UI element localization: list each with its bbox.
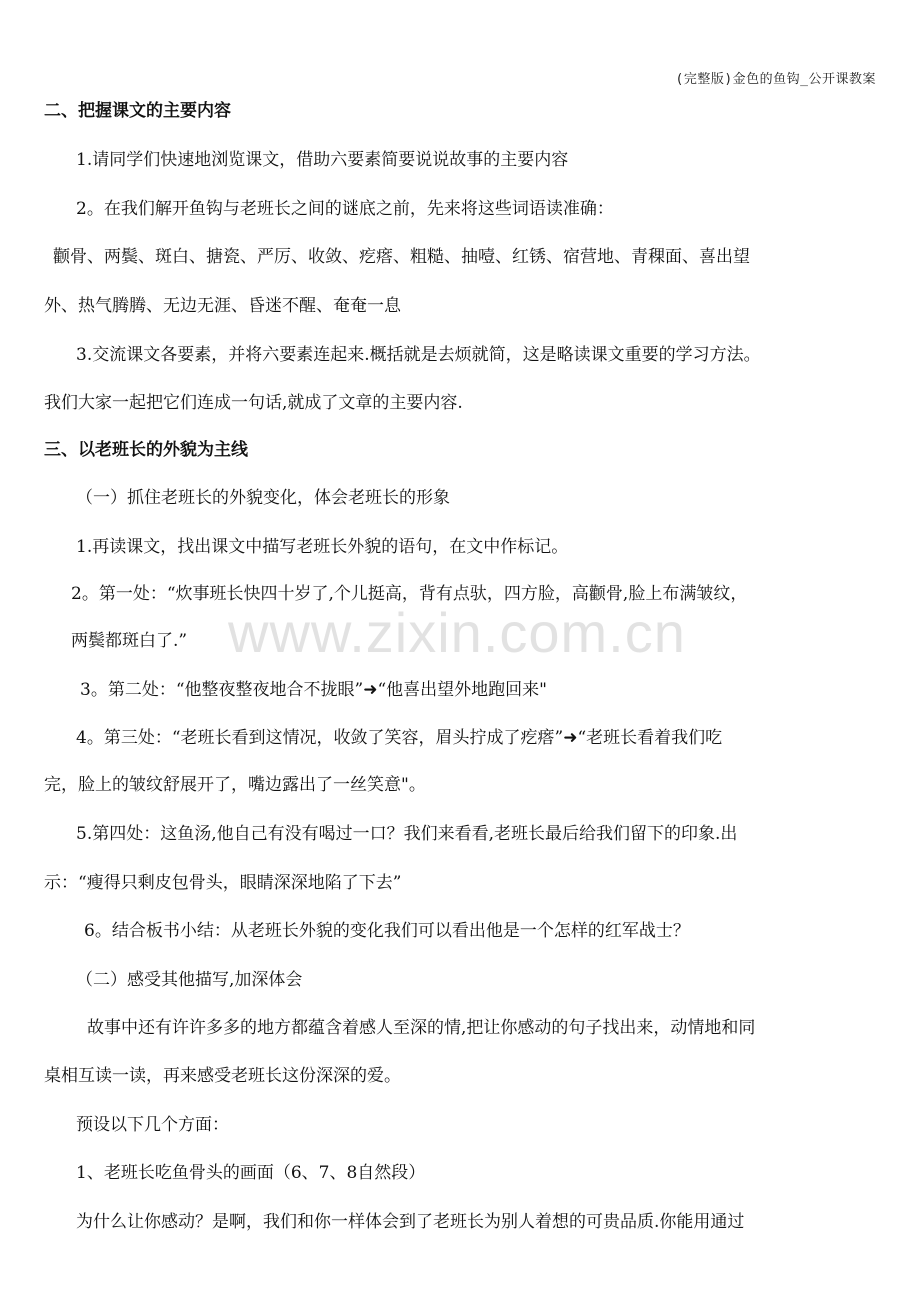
subheading: （二）感受其他描写,加深体会 [76,970,303,990]
paragraph: 5.第四处：这鱼汤,他自己有没有喝过一口？我们来看看,老班长最后给我们留下的印象.出 [76,824,738,844]
paragraph [76,726,722,750]
paragraph: 3.交流课文各要素，并将六要素连起来.概括就是去烦就简，这是略读课文重要的学习方法。 [76,345,761,365]
paragraph: 2。第一处：“炊事班长快四十岁了,个儿挺高，背有点驮，四方脸，高颧骨,脸上布满皱纹， [71,584,748,604]
quote-text: “他喜出望外地跑回来" [377,680,547,700]
paragraph: 1.请同学们快速地浏览课文，借助六要素简要说说故事的主要内容 [76,150,569,170]
paragraph: 桌相互读一读，再来感受老班长这份深深的爱。 [44,1066,401,1086]
vocabulary-line: 外、热气腾腾、无边无涯、昏迷不醒、奄奄一息 [44,296,401,316]
paragraph: 6。结合板书小结：从老班长外貌的变化我们可以看出他是一个怎样的红军战士？ [84,921,690,941]
paragraph: 为什么让你感动？是啊，我们和你一样体会到了老班长为别人着想的可贵品质.你能用通过 [76,1212,745,1232]
paragraph: 我们大家一起把它们连成一句话,就成了文章的主要内容. [44,393,463,413]
paragraph: 预设以下几个方面： [76,1115,229,1135]
section-heading-3: 三、以老班长的外貌为主线 [44,440,248,460]
subheading: （一）抓住老班长的外貌变化，体会老班长的形象 [76,488,450,508]
page-header: (完整版)金色的鱼钩_公开课教案 [675,72,876,87]
paragraph [80,678,547,702]
paragraph: 1.再读课文，找出课文中描写老班长外貌的语句，在文中作标记。 [76,537,569,557]
paragraph: 2。在我们解开鱼钩与老班长之间的谜底之前，先来将这些词语读准确： [76,199,614,219]
arrow-right-icon: ➜ [363,680,378,700]
paragraph: 示：“瘦得只剩皮包骨头，眼睛深深地陷了下去” [44,873,402,893]
paragraph: 完，脸上的皱纹舒展开了，嘴边露出了一丝笑意"。 [44,775,426,795]
watermark: www.zixin.com.cn [228,601,686,664]
vocabulary-line: 颧骨、两鬓、斑白、搪瓷、严厉、收敛、疙瘩、粗糙、抽噎、红锈、宿营地、青稞面、喜出望 [53,247,750,267]
quote-text: 3。第二处：“他整夜整夜地合不拢眼” [80,680,364,700]
arrow-right-icon: ➜ [563,728,578,748]
quote-text: “老班长看着我们吃 [577,728,723,748]
paragraph: 1、老班长吃鱼骨头的画面（6、7、8自然段） [76,1163,426,1183]
quote-text: 4。第三处：“老班长看到这情况，收敛了笑容，眉头拧成了疙瘩” [76,728,564,748]
paragraph: 故事中还有许许多多的地方都蕴含着感人至深的情,把让你感动的句子找出来，动情地和同 [87,1018,756,1038]
paragraph: 两鬓都斑白了.” [71,631,188,651]
section-heading-2: 二、把握课文的主要内容 [44,101,231,121]
